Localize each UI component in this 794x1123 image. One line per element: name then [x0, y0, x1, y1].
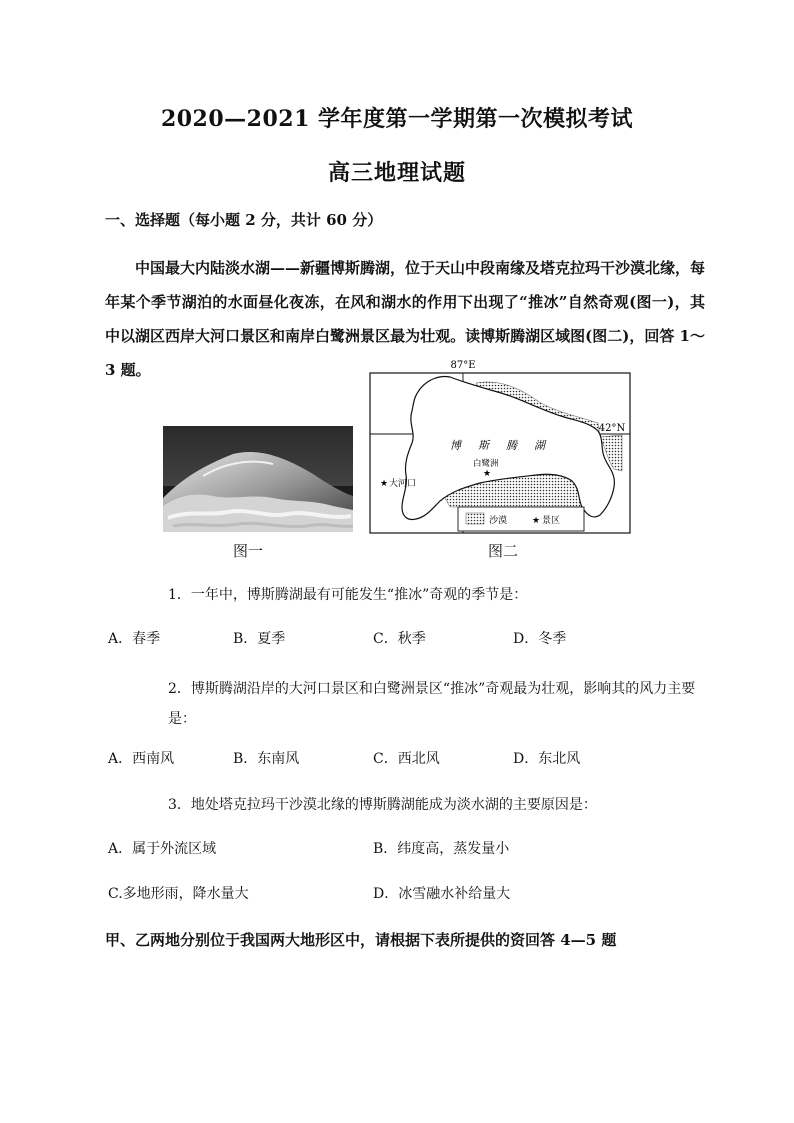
- scenic-star-bailuzhou: ★: [483, 469, 492, 479]
- spot-label-dahekou: 大河口: [389, 479, 417, 489]
- q3-option-c: C.多地形雨，降水量大: [108, 886, 249, 902]
- question-3-stem: 3．地处塔克拉玛干沙漠北缘的博斯腾湖能成为淡水湖的主要原因是：: [168, 797, 597, 813]
- lake-name-3: 腾: [506, 439, 517, 452]
- q1-option-d: D．冬季: [513, 631, 567, 647]
- question-group-intro: 甲、乙两地分别位于我国两大地形区中，请根据下表所提供的资回答 4—5 题: [105, 931, 617, 949]
- legend-star: ★: [532, 516, 541, 526]
- q2-option-b: B．东南风: [233, 751, 300, 767]
- spot-label-bailuzhou: 白鹭洲: [473, 459, 499, 469]
- q3-option-a: A．属于外流区域: [108, 841, 217, 857]
- bosten-lake-map: [368, 357, 634, 535]
- scenic-star-dahekou: ★: [380, 479, 389, 489]
- question-2-stem: 2．博斯腾湖沿岸的大河口景区和白鹭洲景区“推冰”奇观最为壮观，影响其的风力主要是：: [168, 681, 696, 727]
- lake-name-2: 斯: [478, 439, 489, 452]
- q1-option-c: C．秋季: [373, 631, 426, 647]
- q3-option-b: B．纬度高，蒸发量小: [373, 841, 510, 857]
- section-heading: 一、选择题（每小题 2 分，共计 60 分）: [105, 211, 383, 229]
- q1-option-b: B．夏季: [233, 631, 286, 647]
- legend-spot-label: 景区: [542, 516, 561, 526]
- longitude-label: 87°E: [450, 360, 476, 371]
- q3-option-d: D．冰雪融水补给量大: [373, 886, 511, 902]
- push-ice-photo: [163, 426, 353, 532]
- q2-option-a: A．西南风: [108, 751, 175, 767]
- lake-name-1: 博: [450, 439, 461, 452]
- exam-subtitle: 高三地理试题: [327, 160, 466, 186]
- latitude-label: 42°N: [598, 423, 626, 434]
- legend-desert-label: 沙漠: [489, 516, 508, 526]
- q2-option-d: D．东北风: [513, 751, 581, 767]
- exam-title: 2020—2021 学年度第一学期第一次模拟考试: [160, 106, 634, 132]
- figure-1-caption: 图一: [233, 542, 264, 560]
- figure-2-caption: 图二: [488, 542, 519, 560]
- q2-option-c: C．西北风: [373, 751, 440, 767]
- question-intro: 中国最大内陆淡水湖——新疆博斯腾湖，位于天山中段南缘及塔克拉玛干沙漠北缘，每年某个季节湖泊的水面昼化夜冻，在风和湖水的作用下出现了“推冰”自然奇观(图一)，其中以湖区西岸大河口景区和南岸白鹭洲景区最为壮观。读博斯腾湖区域图(图二)，回答 1～3 题。: [105, 259, 706, 379]
- question-1-stem: 1．一年中，博斯腾湖最有可能发生“推冰”奇观的季节是：: [168, 587, 528, 603]
- q1-option-a: A．春季: [108, 631, 161, 647]
- lake-name-4: 湖: [534, 439, 545, 452]
